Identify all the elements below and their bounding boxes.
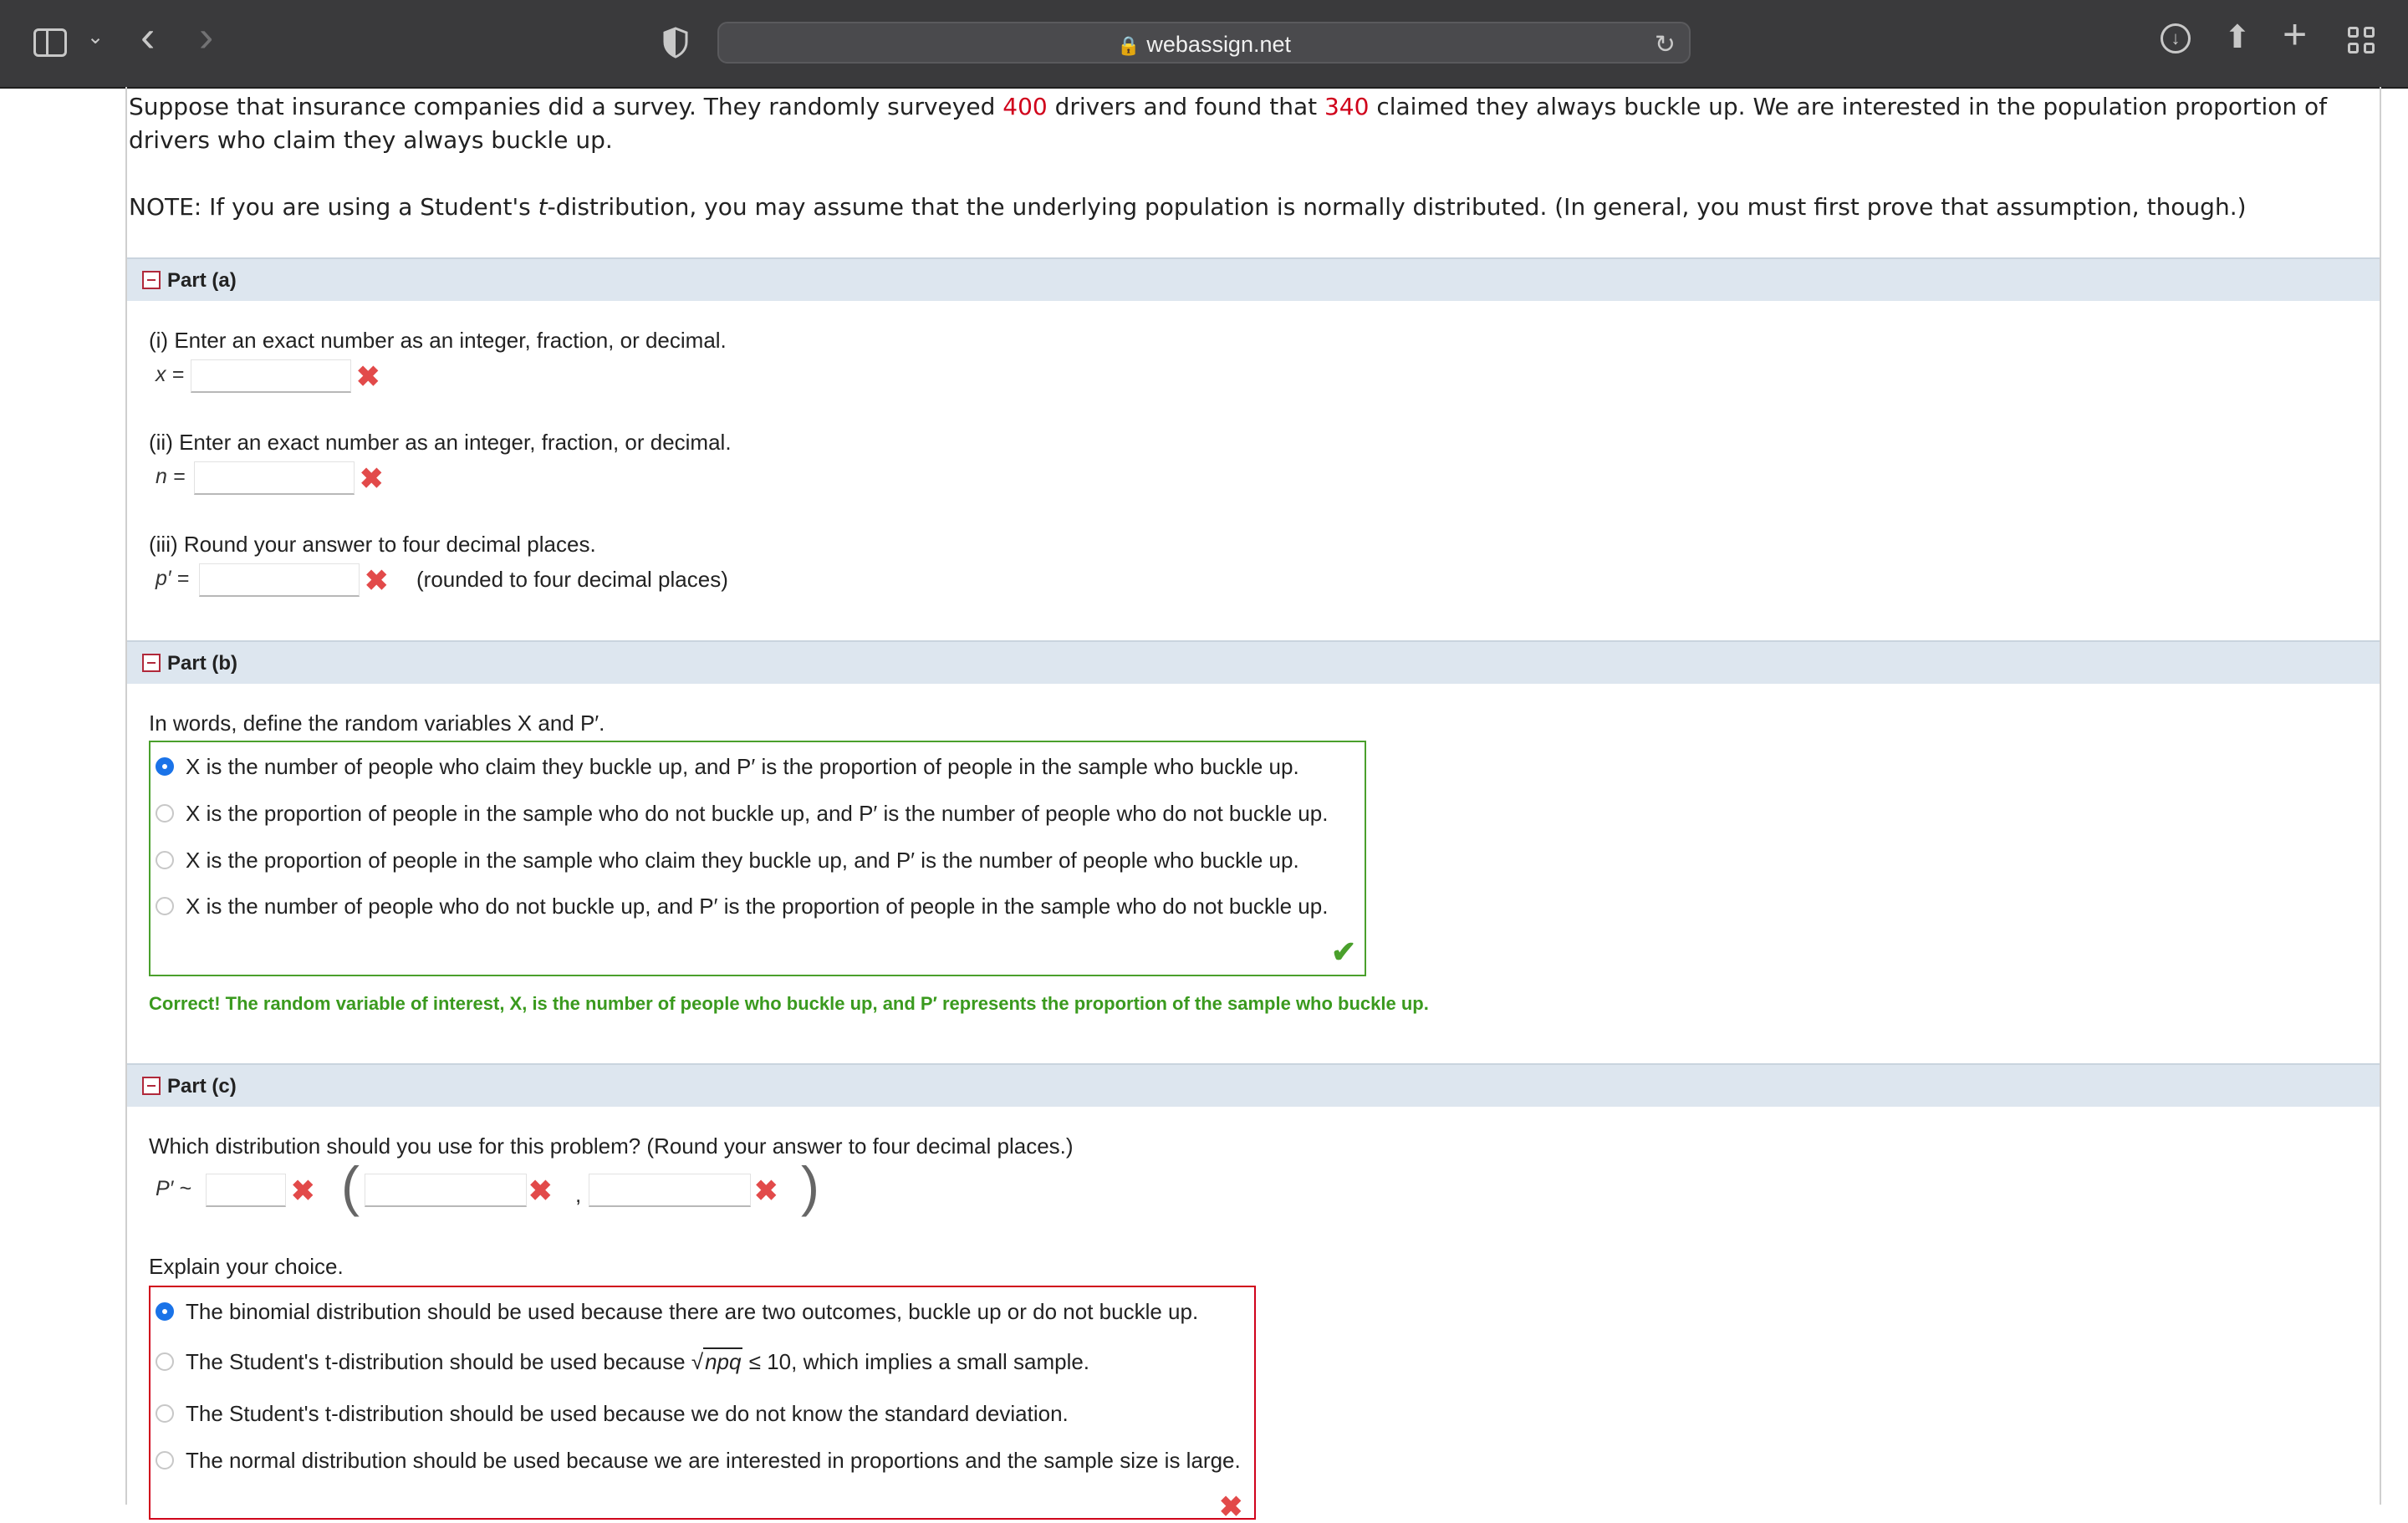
explain-prompt: Explain your choice. [149,1254,344,1279]
comma: , [575,1182,582,1207]
wrong-icon: ✖ [754,1175,778,1207]
chevron-down-icon[interactable]: ⌄ [87,26,105,48]
part-a-title: Part (a) [167,269,237,292]
radio[interactable] [156,1451,174,1470]
part-a-q1: (i) Enter an exact number as an integer, fraction, or decimal. [149,328,727,353]
new-tab-button[interactable]: + [2283,11,2308,58]
tab-overview-icon[interactable] [2348,27,2376,55]
wrong-icon: ✖ [356,361,380,393]
part-a-q3: (iii) Round your answer to four decimal places. [149,532,596,557]
radio[interactable] [156,1404,174,1423]
distribution-input[interactable] [206,1174,286,1207]
back-button[interactable]: ‹ [140,13,156,61]
n-label: n = [156,465,186,488]
download-icon[interactable]: ↓ [2161,23,2191,53]
part-c-prompt: Which distribution should you use for this problem? (Round your answer to four decimal places.) [149,1133,1074,1159]
p-prime-input[interactable] [199,563,360,597]
sqrt-expression: √npq [691,1349,742,1374]
part-c-title: Part (c) [167,1075,237,1098]
forward-button[interactable]: › [199,13,214,61]
part-b-prompt: In words, define the random variables X and P′. [149,711,605,736]
part-a-q2: (ii) Enter an exact number as an integer, fraction, or decimal. [149,430,732,455]
radio[interactable] [156,897,174,915]
x-label: x = [156,363,185,386]
share-icon[interactable]: ⬆ [2224,20,2251,55]
lock-icon: 🔒 [1116,35,1140,56]
note-text: NOTE: If you are using a Student's t-distribution, you may assume that the underlying population is normally distributed. (In general, you must first prove that assumption, though.) [129,193,2247,221]
radio[interactable] [156,1352,174,1371]
part-b-title: Part (b) [167,652,237,675]
option-c-1[interactable]: The binomial distribution should be used because there are two outcomes, buckle up or do not buckle up. [156,1299,1198,1325]
open-paren: ( [341,1155,360,1217]
part-c-options [149,1286,1256,1523]
part-c-header[interactable] [127,1063,2380,1107]
radio[interactable] [156,851,174,869]
collapse-icon[interactable] [142,654,161,672]
part-b-feedback: Correct! The random variable of interest, X, is the number of people who buckle up, and P′ represents the proportion of the sample who buckle up. [149,993,1429,1014]
rounding-note: (rounded to four decimal places) [416,567,728,592]
distribution-label: P′ ~ [156,1177,191,1200]
collapse-icon[interactable] [142,271,161,289]
n-value: 400 [1002,93,1048,120]
part-b-header[interactable] [127,640,2380,684]
sidebar-toggle-icon[interactable] [33,28,67,57]
option-b-2[interactable]: X is the proportion of people in the sample who do not buckle up, and P′ is the number of people who do not buckle up. [156,801,1328,827]
option-c-4[interactable]: The normal distribution should be used because we are interested in proportions and the sample size is large. [156,1448,1241,1474]
p-prime-label: p′ = [156,567,190,590]
option-c-2[interactable]: The Student's t-distribution should be used because √npq ≤ 10, which implies a small sample. [156,1349,1089,1375]
radio[interactable] [156,804,174,823]
question-panel [125,87,2381,1523]
problem-statement: Suppose that insurance companies did a survey. They randomly surveyed 400 drivers and found that 340 claimed they always buckle up. We are interested in the population proportion of drivers who claim they always buckle up. [129,93,2328,154]
part-b-options [149,741,1366,976]
wrong-icon: ✖ [291,1175,315,1207]
close-paren: ) [801,1155,819,1217]
wrong-icon: ✖ [360,463,384,495]
x-input[interactable] [191,359,351,393]
wrong-icon: ✖ [528,1175,553,1207]
param-1-input[interactable] [365,1174,527,1207]
part-a-header[interactable] [127,257,2380,301]
wrong-icon: ✖ [1219,1491,1243,1523]
address-bar[interactable] [717,22,1691,64]
radio-selected[interactable] [156,757,174,776]
option-b-4[interactable]: X is the number of people who do not buckle up, and P′ is the proportion of people in the sample who do not buckle up. [156,894,1328,919]
param-2-input[interactable] [589,1174,751,1207]
n-input[interactable] [194,461,355,495]
url-text: webassign.net [1146,32,1292,57]
option-c-3[interactable]: The Student's t-distribution should be used because we do not know the standard deviation. [156,1401,1069,1427]
radio-selected[interactable] [156,1302,174,1321]
browser-toolbar [0,0,2408,89]
x-value: 340 [1324,93,1370,120]
option-b-1[interactable]: X is the number of people who claim they buckle up, and P′ is the proportion of people in the sample who buckle up. [156,754,1299,780]
checkmark-icon: ✔ [1331,935,1357,969]
wrong-icon: ✖ [365,565,389,597]
option-b-3[interactable]: X is the proportion of people in the sample who claim they buckle up, and P′ is the number of people who buckle up. [156,848,1299,874]
shield-icon[interactable] [662,27,689,59]
reload-icon[interactable]: ↻ [1654,31,1676,59]
collapse-icon[interactable] [142,1077,161,1095]
